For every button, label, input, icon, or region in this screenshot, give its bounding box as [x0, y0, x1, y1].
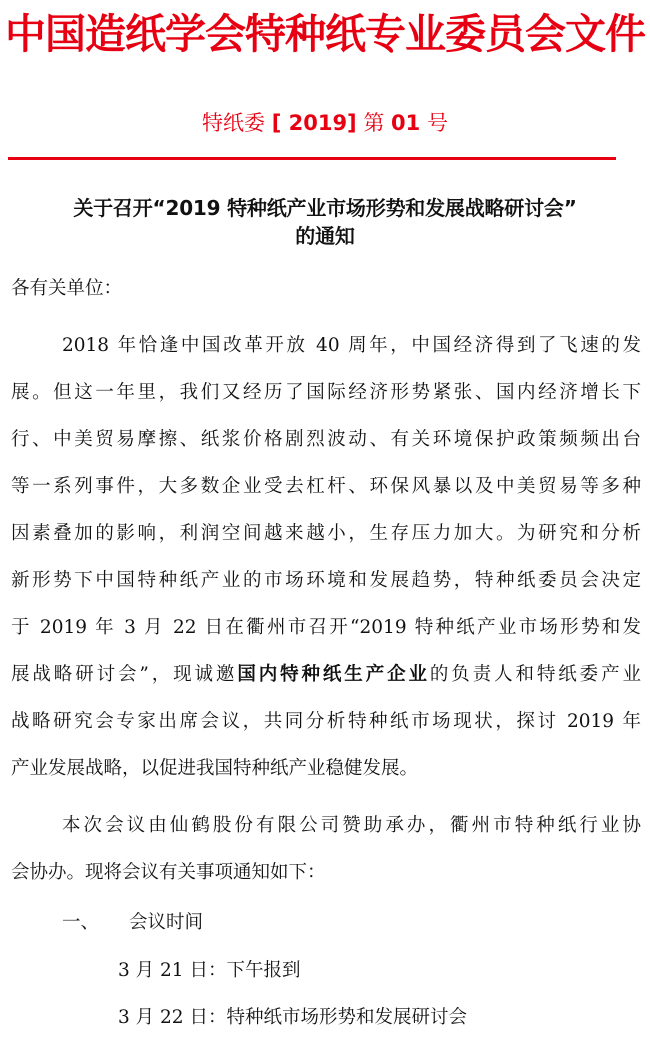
paragraph-line: 战略研究会专家出席会议，共同分析特种纸市场现状，探讨 2019 年 [11, 711, 641, 732]
paragraph-line: 本次会议由仙鹤股份有限公司赞助承办，衢州市特种纸行业协 [62, 815, 641, 836]
emphasis-text: 国内特种纸生产企业 [237, 664, 430, 685]
line-text: 展战略研讨会”，现诚邀 [11, 664, 238, 685]
doc-no: 01 [391, 111, 421, 135]
notice-title-line-2: 的通知 [295, 224, 355, 248]
notice-title-line-1: 关于召开“2019 特种纸产业市场形势和发展战略研讨会” [73, 196, 577, 220]
document-header-title: 中国造纸学会特种纸专业委员会文件 [5, 10, 645, 58]
paragraph-line: 会协办。现将会议有关事项通知如下： [11, 862, 326, 883]
paragraph-line: 产业发展战略，以促进我国特种纸产业稳健发展。 [11, 758, 419, 779]
doc-di: 第 [363, 111, 385, 135]
line-text: 的负责人和特纸委产业 [429, 664, 641, 685]
paragraph-line: 于 2019 年 3 月 22 日在衢州市召开“2019 特种纸产业市场形势和发 [11, 617, 641, 638]
paragraph-line: 2018 年恰逢中国改革开放 40 周年，中国经济得到了飞速的发 [62, 335, 641, 356]
header-red-rule [8, 157, 616, 160]
paragraph-line: 新形势下中国特种纸产业的市场环境和发展趋势，特种纸委员会决定 [11, 570, 641, 591]
paragraph-line: 因素叠加的影响，利润空间越来越小，生存压力加大。为研究和分析 [11, 523, 641, 544]
schedule-item: 3 月 22 日：特种纸市场形势和发展研讨会 [118, 1007, 467, 1028]
salutation: 各有关单位： [11, 278, 123, 299]
doc-hao: 号 [426, 111, 448, 135]
section-heading-text: 会议时间 [129, 912, 204, 933]
paragraph-line: 展。但这一年里，我们又经历了国际经济形势紧张、国内经济增长下 [11, 382, 641, 403]
paragraph-line: 行、中美贸易摩擦、纸浆价格剧烈波动、有关环境保护政策频频出台 [11, 429, 641, 450]
section-heading [62, 910, 362, 936]
document-number [0, 108, 650, 138]
doc-prefix: 特纸委 [202, 111, 266, 135]
schedule-item: 3 月 21 日：下午报到 [118, 960, 301, 981]
section-marker: 一、 [62, 912, 100, 933]
paragraph-line [11, 662, 641, 688]
paragraph-line: 等一系列事件，大多数企业受去杠杆、环保风暴以及中美贸易等多种 [11, 476, 641, 497]
doc-year: [ 2019] [271, 111, 357, 135]
